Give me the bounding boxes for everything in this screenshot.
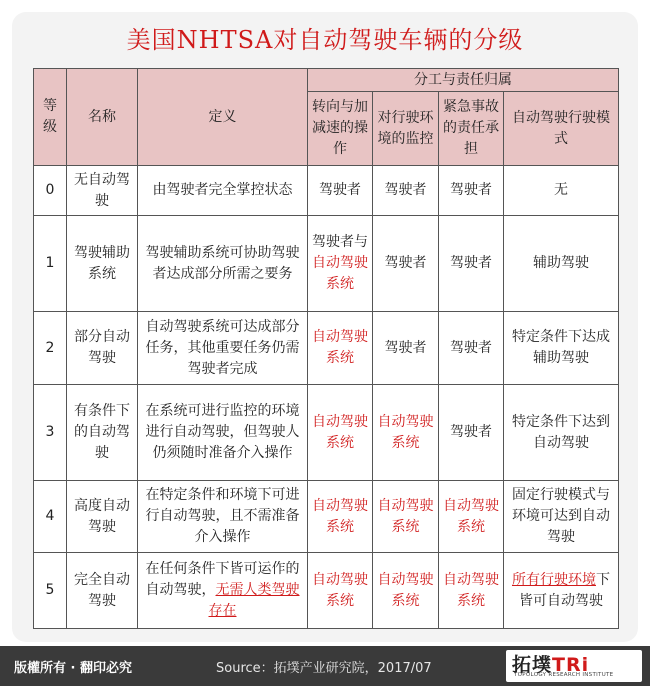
steering-cell: 自动驾驶系统 (308, 312, 373, 385)
definition-cell: 在特定条件和环境下可进行自动驾驶，且不需准备介入操作 (138, 481, 308, 553)
header-level: 等级 (34, 69, 67, 166)
monitoring-cell: 自动驾驶系统 (373, 385, 439, 481)
steering-cell: 自动驾驶系统 (308, 385, 373, 481)
monitoring-cell: 自动驾驶系统 (373, 481, 439, 553)
steering-prefix: 驾驶者与 (312, 234, 368, 250)
mode-cell (504, 553, 619, 629)
monitoring-cell: 驾驶者 (373, 312, 439, 385)
page-title: 美国NHTSA对自动驾驶车辆的分级 (126, 26, 524, 54)
monitoring-cell: 驾驶者 (373, 166, 439, 216)
logo-text: 拓墣TRi (512, 654, 590, 676)
header-steering: 转向与加减速的操作 (308, 92, 373, 166)
monitoring-cell: 驾驶者 (373, 216, 439, 312)
definition-cell: 自动驾驶系统可达成部分任务，其他重要任务仍需驾驶者完成 (138, 312, 308, 385)
table-row (34, 553, 619, 629)
table-row (34, 312, 619, 385)
name-cell: 完全自动驾驶 (67, 553, 138, 629)
definition-cell (138, 553, 308, 629)
header-responsibility-group: 分工与责任归属 (308, 69, 619, 92)
level-cell: 2 (34, 312, 67, 385)
steering-highlight: 自动驾驶系统 (312, 255, 368, 292)
definition-cell: 在系统可进行监控的环境进行自动驾驶，但驾驶人仍须随时准备介入操作 (138, 385, 308, 481)
monitoring-cell: 自动驾驶系统 (373, 553, 439, 629)
tri-logo (506, 650, 642, 682)
emergency-cell: 自动驾驶系统 (439, 481, 504, 553)
level-cell: 0 (34, 166, 67, 216)
mode-cell: 无 (504, 166, 619, 216)
name-cell: 高度自动驾驶 (67, 481, 138, 553)
table-row (34, 385, 619, 481)
header-definition: 定义 (138, 69, 308, 166)
classification-table (33, 68, 619, 629)
table-row (34, 481, 619, 553)
level-cell: 3 (34, 385, 67, 481)
definition-cell: 由驾驶者完全掌控状态 (138, 166, 308, 216)
header-monitoring: 对行驶环境的监控 (373, 92, 439, 166)
mode-cell: 特定条件下达到自动驾驶 (504, 385, 619, 481)
definition-prefix: 在任何条件下皆可运作的自动驾驶， (145, 561, 300, 598)
name-cell: 无自动驾驶 (67, 166, 138, 216)
name-cell: 部分自动驾驶 (67, 312, 138, 385)
copyright-notice: 版權所有 · 翻印必究 (14, 661, 132, 676)
level-cell: 4 (34, 481, 67, 553)
mode-suffix: 下皆可自动驾驶 (519, 571, 610, 609)
emergency-cell: 驾驶者 (439, 312, 504, 385)
emergency-cell: 驾驶者 (439, 385, 504, 481)
mode-highlight: 所有行驶环境 (512, 571, 596, 588)
header-name: 名称 (67, 69, 138, 166)
definition-cell: 驾驶辅助系统可协助驾驶者达成部分所需之要务 (138, 216, 308, 312)
name-cell: 驾驶辅助系统 (67, 216, 138, 312)
level-cell: 5 (34, 553, 67, 629)
steering-cell: 自动驾驶系统 (308, 481, 373, 553)
steering-cell (308, 216, 373, 312)
table-row (34, 166, 619, 216)
mode-cell: 辅助驾驶 (504, 216, 619, 312)
mode-cell: 特定条件下达成辅助驾驶 (504, 312, 619, 385)
header-mode: 自动驾驶行驶模式 (504, 92, 619, 166)
mode-cell: 固定行驶模式与环境可达到自动驾驶 (504, 481, 619, 553)
table-row (34, 216, 619, 312)
steering-cell: 自动驾驶系统 (308, 553, 373, 629)
emergency-cell: 驾驶者 (439, 216, 504, 312)
name-cell: 有条件下的自动驾驶 (67, 385, 138, 481)
header-emergency: 紧急事故的责任承担 (439, 92, 504, 166)
steering-cell: 驾驶者 (308, 166, 373, 216)
logo-subtitle: TOPOLOGY RESEARCH INSTITUTE (514, 672, 614, 678)
emergency-cell: 驾驶者 (439, 166, 504, 216)
footer-bar (0, 646, 650, 686)
definition-highlight: 无需人类驾驶存在 (208, 582, 300, 619)
level-cell: 1 (34, 216, 67, 312)
source-note: Source：拓墣产业研究院，2017/07 (216, 661, 432, 676)
emergency-cell: 自动驾驶系统 (439, 553, 504, 629)
